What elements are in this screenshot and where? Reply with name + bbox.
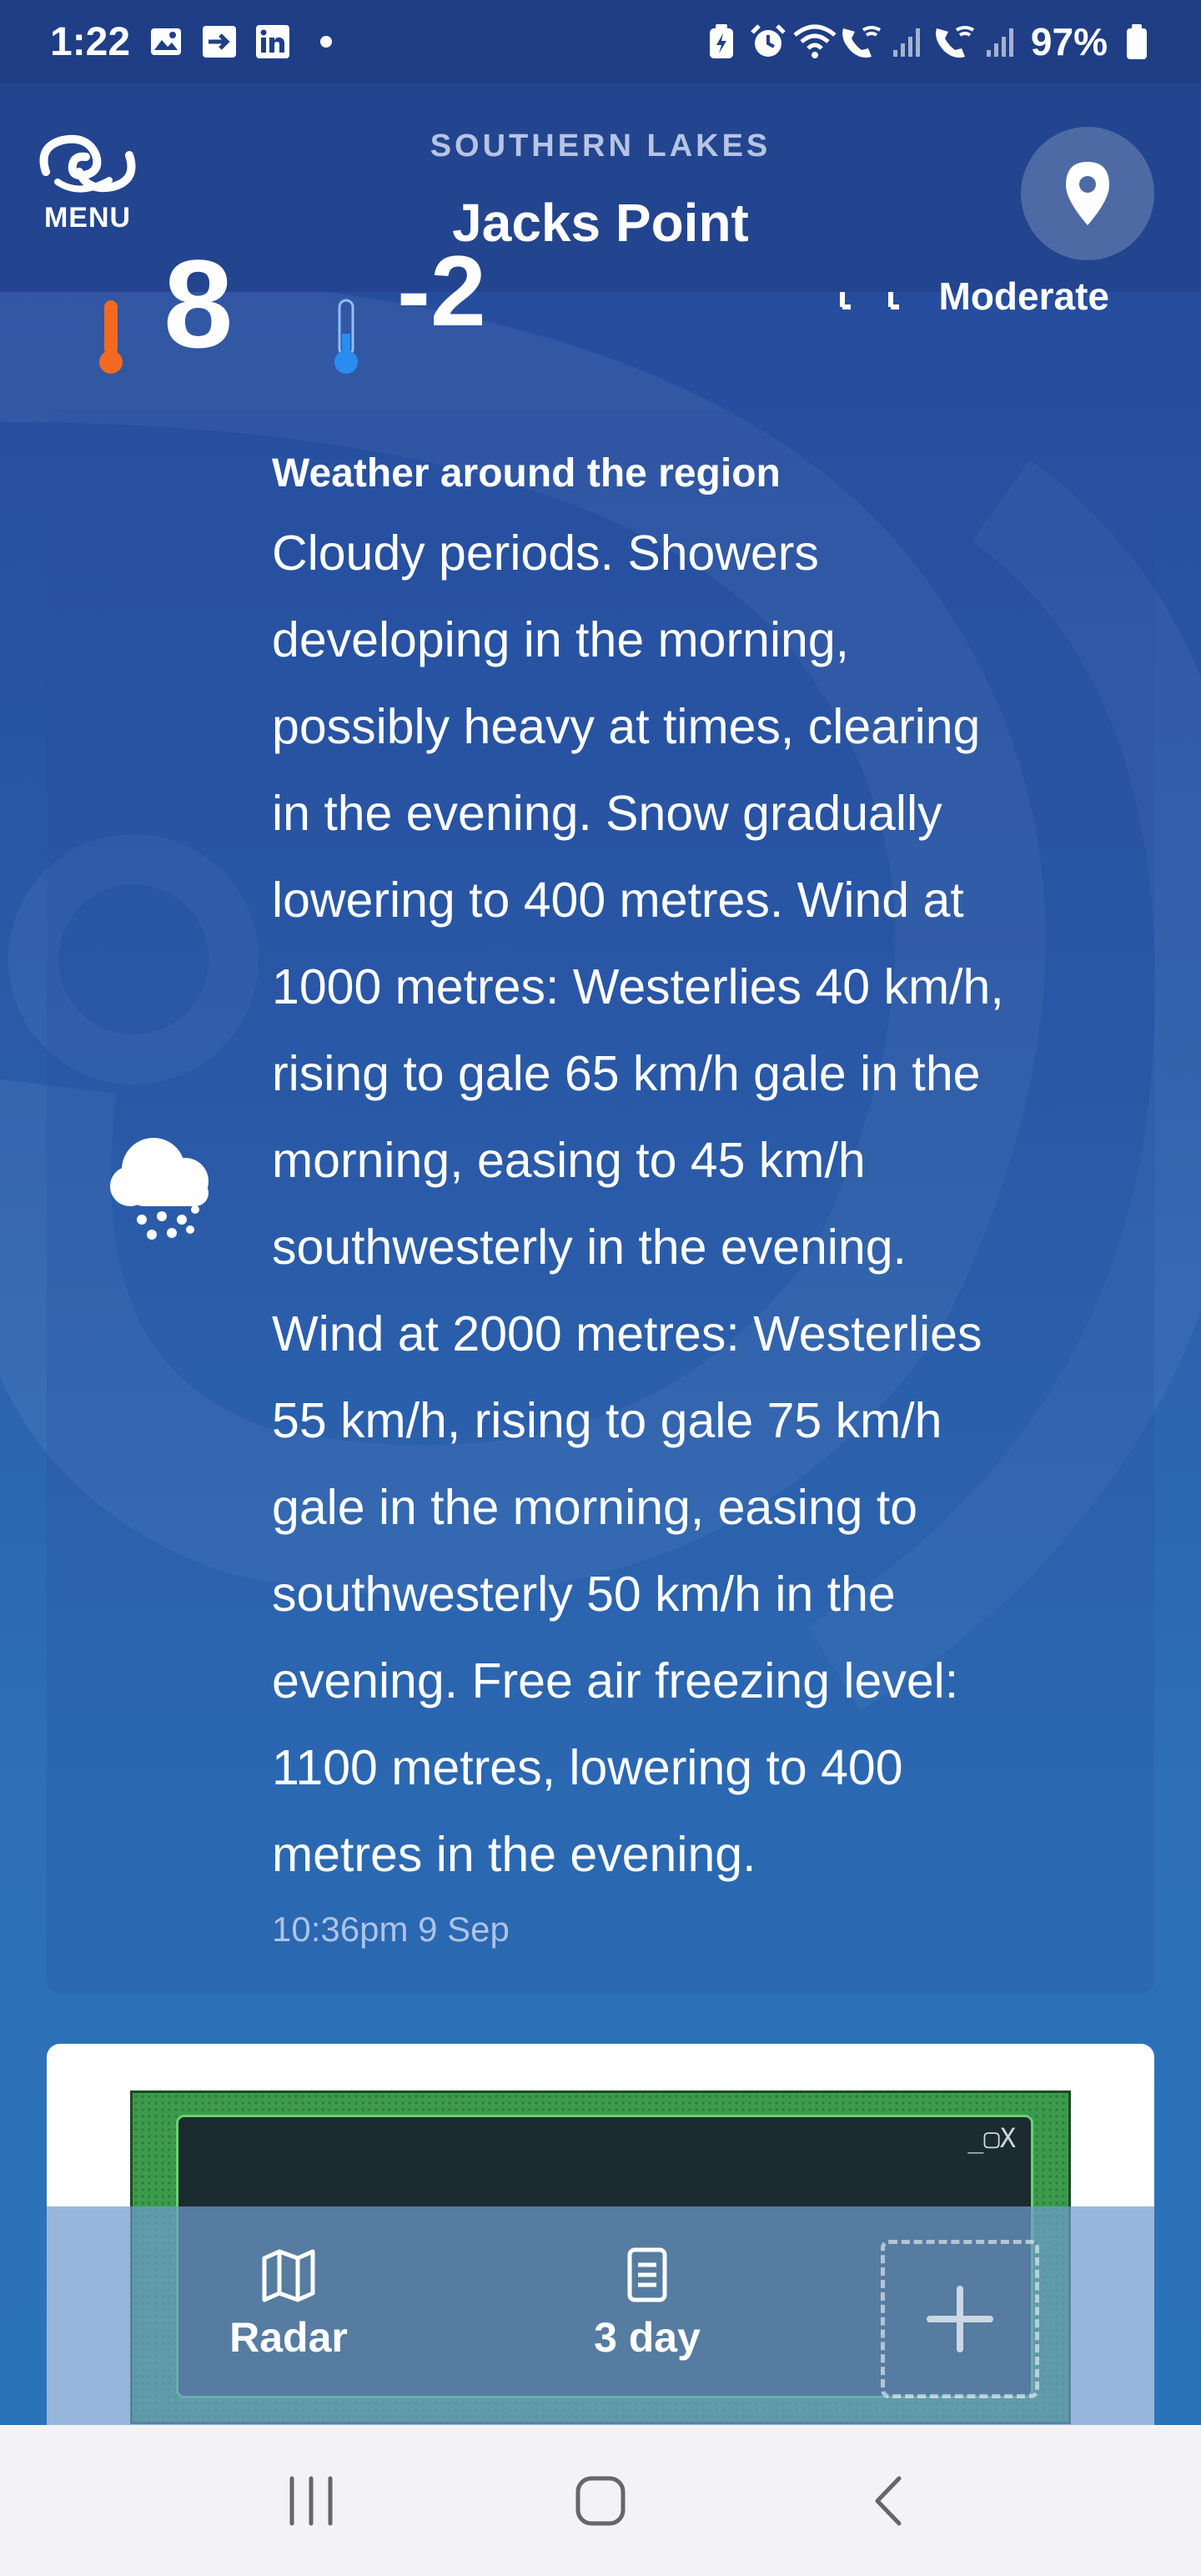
forecast-line: 1000 metres: Westerlies 40 km/h, — [272, 959, 1004, 1014]
battery-percentage: 97% — [1030, 20, 1108, 63]
arrow-box-icon — [202, 24, 237, 59]
signal-1-icon — [891, 24, 926, 59]
status-bar — [0, 0, 1201, 83]
location-pin-icon — [1063, 160, 1113, 227]
regional-forecast-text — [272, 450, 1106, 1950]
location-button[interactable] — [1021, 127, 1154, 260]
add-tab-button[interactable] — [881, 2240, 1039, 2398]
wifi-call-1-icon — [844, 24, 879, 59]
forecast-line: metres in the evening. — [272, 1827, 756, 1882]
forecast-line: morning, easing to 45 km/h — [272, 1133, 866, 1188]
wind-icon — [837, 292, 904, 314]
regional-forecast-heading: Weather around the region — [272, 451, 781, 496]
forecast-line: 1100 metres, lowering to 400 — [272, 1740, 903, 1795]
forecast-line: gale in the morning, easing to — [272, 1480, 918, 1535]
document-icon — [618, 2246, 676, 2305]
wifi-call-2-icon — [937, 24, 972, 59]
forecast-line: possibly heavy at times, clearing — [272, 699, 981, 754]
system-nav-bar — [0, 2425, 1201, 2576]
forecast-line: Wind at 2000 metres: Westerlies — [272, 1306, 982, 1361]
forecast-line: evening. Free air freezing level: — [272, 1653, 959, 1708]
forecast-line: developing in the morning, — [272, 612, 850, 667]
status-time: 1:22 — [50, 19, 131, 64]
forecast-line: southwesterly in the evening. — [272, 1220, 907, 1275]
window-controls: _▢X — [967, 2122, 1016, 2154]
tab-radar-label: Radar — [229, 2314, 348, 2361]
battery-icon — [1119, 24, 1154, 59]
menu-label: MENU — [43, 202, 132, 234]
forecast-line: in the evening. Snow gradually — [272, 786, 942, 841]
signal-2-icon — [984, 24, 1019, 59]
plus-icon — [925, 2284, 995, 2354]
high-temp: 8 — [163, 234, 234, 374]
back-button[interactable] — [840, 2451, 940, 2551]
forecast-issued-time: 10:36pm 9 Sep — [272, 1909, 510, 1949]
location-title: Jacks Point — [452, 193, 749, 253]
linkedin-icon — [255, 24, 290, 59]
notification-dot-icon — [309, 24, 344, 59]
wifi-icon — [797, 24, 832, 59]
home-button[interactable] — [550, 2451, 651, 2551]
forecast-line: rising to gale 65 km/h gale in the — [272, 1046, 981, 1101]
forecast-line: southwesterly 50 km/h in the — [272, 1567, 896, 1622]
regional-forecast-body — [272, 510, 1106, 1898]
gallery-icon — [148, 24, 183, 59]
regional-forecast-card — [47, 409, 1154, 1994]
wind-condition: Moderate — [938, 274, 1109, 318]
tab-3-day-label: 3 day — [594, 2314, 701, 2361]
thermometer-warm-icon — [93, 300, 128, 375]
home-icon — [571, 2472, 630, 2530]
battery-saver-icon — [704, 24, 739, 59]
current-temps-row — [0, 234, 1201, 375]
tab-3-day[interactable] — [522, 2206, 772, 2425]
tab-radar[interactable] — [163, 2206, 414, 2425]
snow-shower-cloud-icon — [102, 1126, 227, 1251]
region-label: SOUTHERN LAKES — [430, 128, 771, 164]
low-temp: -2 — [397, 235, 486, 347]
thermometer-cold-icon — [329, 300, 364, 375]
recent-apps-button[interactable] — [261, 2451, 361, 2551]
back-icon — [861, 2472, 919, 2530]
alarm-icon — [751, 24, 786, 59]
forecast-line: 55 km/h, rising to gale 75 km/h — [272, 1393, 942, 1448]
recent-apps-icon — [282, 2472, 340, 2530]
forecast-line: lowering to 400 metres. Wind at — [272, 873, 964, 928]
map-icon — [259, 2246, 318, 2305]
bottom-tab-bar — [47, 2206, 1154, 2425]
forecast-line: Cloudy periods. Showers — [272, 526, 819, 581]
